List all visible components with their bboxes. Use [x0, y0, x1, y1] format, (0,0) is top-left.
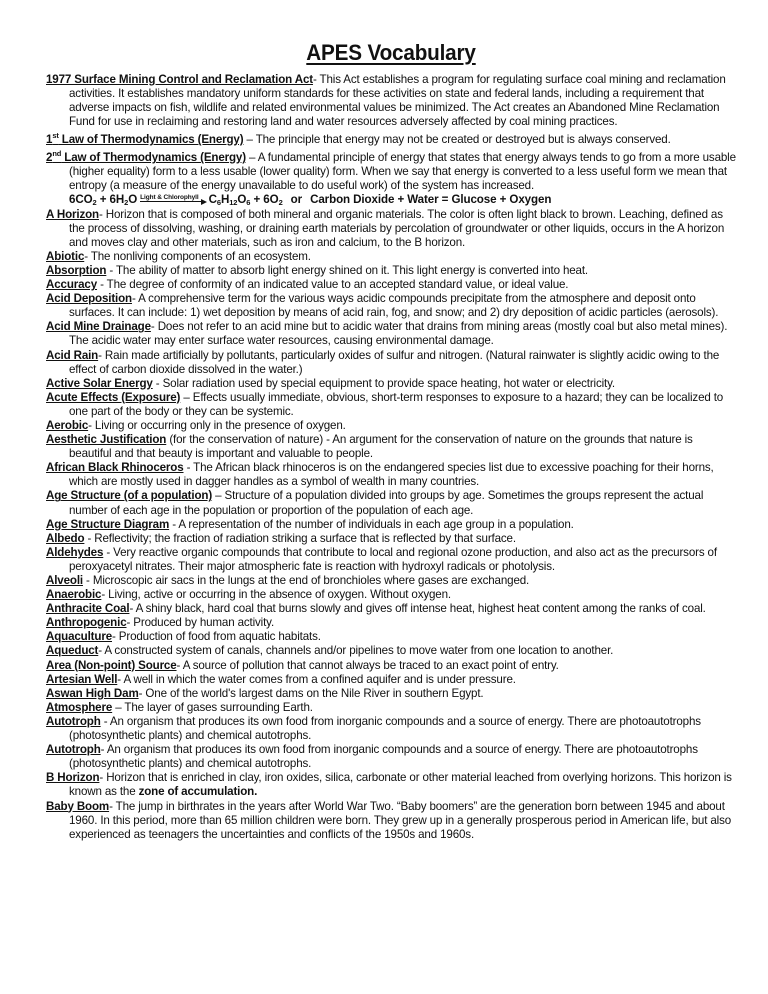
vocab-entry-abiotic: Abiotic- The nonliving components of an ecosystem.	[46, 249, 311, 263]
vocab-term: Aesthetic Justification	[46, 433, 167, 447]
vocab-entry-area-source: Area (Non-point) Source- A source of pollution that cannot always be traced to an exact point of entry.	[46, 658, 559, 672]
vocab-entry-artesian-well: Artesian Well- A well in which the water comes from a confined aquifer and is under pressure.	[46, 672, 516, 686]
vocab-definition: Horizon that is composed of both mineral and organic materials. The color is often light black to brown. Leaching, defined as the process of dissolving, washing, or draining earth materials by percolation of groundwater or other liquids, occurs in the A horizon and moves clay and other materials, such as iron and calcium, to the B horizon.	[69, 207, 725, 249]
vocab-entry-autotroph-duplicate: Autotroph- An organism that produces its own food from inorganic compounds and a source of energy. There are photoautotrophs (photosynthetic plants) and chemical autotrophs.	[46, 743, 698, 771]
equation-words: Carbon Dioxide + Water = Glucose + Oxygen	[310, 193, 552, 207]
vocab-definition: A well in which the water comes from a confined aquifer and is under pressure.	[123, 672, 516, 686]
vocab-entry-second-law: 2nd Law of Thermodynamics (Energy) – A fundamental principle of energy that states that energy always tends to go from a more usable (higher equality) form to a less usable (lower quality) form. When we say that energy is converted to a less useful form we mean that entropy (a measure of the energy unavailable to do useful work) of the system has increased.	[46, 149, 736, 193]
vocab-term: Anaerobic	[46, 588, 102, 602]
vocab-definition: This Act establishes a program for regulating surface coal mining and reclamation activities. It establishes mandatory uniform standards for these activities on state and federal lands, including a requirement that adverse impacts on fish, wildlife and related environmental values be minimized. The Act creates an Abandoned Mine Reclamation Fund for use in reclaiming and restoring land and water resources adversely affected by coal mining practices.	[69, 73, 726, 129]
vocab-term: B Horizon	[46, 771, 100, 785]
vocab-definition: An organism that produces its own food from inorganic compounds and a source of energy. There are photoautotrophs (photosynthetic plants) and chemical autotrophs.	[69, 743, 698, 771]
vocab-definition: The ability of matter to absorb light energy shined on it. This light energy is converted into heat.	[115, 263, 588, 277]
vocab-definition: Living, active or occurring in the absence of oxygen. Without oxygen.	[108, 588, 451, 602]
vocab-term: Baby Boom	[46, 799, 110, 813]
document-page	[46, 38, 736, 842]
vocab-definition-emphasis: zone of accumulation.	[138, 785, 258, 799]
vocab-term: 1st Law of Thermodynamics (Energy)	[46, 131, 244, 147]
vocab-term: Albedo	[46, 531, 85, 545]
vocab-entry-aldehydes: Aldehydes - Very reactive organic compounds that contribute to local and regional ozone production, and also act as the precursors of peroxyacetyl nitrates. Their major atmospheric fate is reaction with hydroxyl radicals or photolysis.	[46, 545, 717, 573]
vocab-term: Autotroph	[46, 714, 101, 728]
vocab-entry-aquaculture: Aquaculture- Production of food from aquatic habitats.	[46, 630, 321, 644]
vocab-entry-atmosphere: Atmosphere – The layer of gases surrounding Earth.	[46, 700, 313, 714]
reaction-arrow-icon: Light & Chlorophyll	[140, 194, 204, 202]
vocab-definition: The nonliving components of an ecosystem.	[90, 249, 311, 263]
vocab-definition: Very reactive organic compounds that contribute to local and regional ozone production, and also act as the precursors of peroxyacetyl nitrates. Their major atmospheric fate is reaction with hydroxyl radicals or photolysis.	[69, 545, 717, 573]
vocab-definition: Effects usually immediate, obvious, short-term responses to exposure to a hazard; they can be localized to one part of the body or they can be systemic.	[69, 390, 724, 418]
vocab-definition: Rain made artificially by pollutants, particularly oxides of sulfur and nitrogen. (Natural rainwater is slightly acidic owing to the effect of carbon dioxide dissolved in the water.)	[69, 348, 720, 376]
vocab-definition: Microscopic air sacs in the lungs at the end of bronchioles where gases are exchanged.	[92, 574, 530, 587]
vocab-entry-active-solar-energy: Active Solar Energy - Solar radiation used by special equipment to provide space heating, hot water or electricity.	[46, 376, 615, 390]
vocab-definition: A source of pollution that cannot always be traced to an exact point of entry.	[182, 658, 559, 672]
vocab-term: Age Structure (of a population)	[46, 489, 213, 503]
vocab-definition: A shiny black, hard coal that burns slowly and gives off intense heat, highest heat content among the ranks of coal.	[135, 602, 706, 616]
vocab-entry-autotroph: Autotroph - An organism that produces its own food from inorganic compounds and a source of energy. There are photoautotrophs (photosynthetic plants) and chemical autotrophs.	[46, 714, 701, 743]
vocab-entry-age-structure-diagram: Age Structure Diagram - A representation of the number of individuals in each age group in a population.	[46, 517, 574, 531]
vocab-definition: Structure of a population divided into groups by age. Sometimes the groups represent the actual number of each age in the population or proportion of the population of each age.	[69, 489, 704, 517]
vocab-definition: Does not refer to an acid mine but to acidic water that drains from mining areas (mostly coal but also metal mines). The acidic water may enter surface water resources, causing environmental damage.	[69, 320, 728, 348]
vocab-term: Acute Effects (Exposure)	[46, 390, 181, 404]
vocab-definition: Produced by human activity.	[133, 616, 275, 630]
vocab-definition: An organism that produces its own food from inorganic compounds and a source of energy. There are photoautotrophs (photosynthetic plants) and chemical autotrophs.	[69, 714, 701, 743]
vocab-definition: The principle that energy may not be created or destroyed but is always conserved.	[255, 133, 671, 147]
vocab-term: Absorption	[46, 263, 107, 277]
vocab-term: Abiotic	[46, 249, 85, 263]
vocab-entry-acid-rain: Acid Rain- Rain made artificially by pollutants, particularly oxides of sulfur and nitrogen. (Natural rainwater is slightly acidic owing to the effect of carbon dioxide dissolved in the water.)	[46, 348, 720, 376]
vocab-entry-aswan-high-dam: Aswan High Dam- One of the world's largest dams on the Nile River in southern Egypt.	[46, 686, 484, 700]
vocab-entry-anthropogenic: Anthropogenic- Produced by human activity.	[46, 616, 275, 630]
vocab-entry-aerobic: Aerobic- Living or occurring only in the presence of oxygen.	[46, 418, 346, 432]
vocab-term: African Black Rhinoceros	[46, 461, 184, 475]
vocab-definition: Living or occurring only in the presence of oxygen.	[94, 418, 346, 432]
vocab-term: Active Solar Energy	[46, 376, 153, 390]
vocab-entry-acid-deposition: Acid Deposition- A comprehensive term for the various ways acidic compounds precipitate from the atmosphere and deposit onto surfaces. It can include: 1) wet deposition by means of acid rain, fog, and snow; and 2) dry deposition of acidic particles (aerosols).	[46, 292, 719, 320]
vocab-entry-a-horizon: A Horizon- Horizon that is composed of both mineral and organic materials. The color is often light black to brown. Leaching, defined as the process of dissolving, washing, or draining earth materials by percolation of groundwater or other liquids, occurs in the A horizon and moves clay and other materials, such as iron and calcium, to the B horizon.	[46, 207, 725, 249]
vocab-entry-aqueduct: Aqueduct- A constructed system of canals, channels and/or pipelines to move water from one location to another.	[46, 644, 614, 658]
vocab-entry-accuracy: Accuracy - The degree of conformity of an indicated value to an accepted standard value, or ideal value.	[46, 278, 569, 292]
vocab-term: Aldehydes	[46, 545, 104, 559]
vocab-definition: Solar radiation used by special equipment to provide space heating, hot water or electricity.	[162, 376, 615, 390]
vocab-term: Accuracy	[46, 278, 98, 292]
vocab-term: Area (Non-point) Source	[46, 658, 177, 672]
vocab-entry-acid-mine-drainage: Acid Mine Drainage- Does not refer to an acid mine but to acidic water that drains from mining areas (mostly coal but also metal mines). The acidic water may enter surface water resources, causing environmental damage.	[46, 320, 728, 348]
vocab-entry-baby-boom: Baby Boom- The jump in birthrates in the years after World War Two. “Baby boomers” are the generation born between 1945 and about 1960. In this period, more than 65 million children were born. They grew up in a generally prosperous period in American life, but also experienced as teenagers the uncertainties and conflicts of the 1950s and 1960s.	[46, 799, 732, 841]
vocab-definition: Production of food from aquatic habitats.	[118, 630, 321, 644]
vocab-term: A Horizon	[46, 207, 99, 221]
vocab-definition: A constructed system of canals, channels and/or pipelines to move water from one location to another.	[104, 644, 614, 658]
vocab-definition: A representation of the number of individuals in each age group in a population.	[178, 517, 574, 531]
vocab-term: Aerobic	[46, 418, 89, 432]
vocab-entry-aesthetic-justification	[46, 433, 736, 461]
vocab-term: Age Structure Diagram	[46, 517, 170, 531]
vocab-entry-b-horizon: B Horizon- Horizon that is enriched in clay, iron oxides, silica, carbonate or other material leached from overlying horizons. This horizon is known as the zone of accumulation.	[46, 771, 732, 799]
vocab-term: Atmosphere	[46, 700, 113, 714]
vocab-definition: (for the conservation of nature) - An argument for the conservation of nature on the grounds that nature is beautiful and that beauty is important and valuable to people.	[69, 433, 693, 461]
vocab-entry-age-structure: Age Structure (of a population) – Structure of a population divided into groups by age. Sometimes the groups represent the actual number of each age in the population or proportion of the population of each age.	[46, 489, 704, 517]
vocab-term: Acid Rain	[46, 348, 99, 362]
vocab-definition: The African black rhinoceros is on the endangered species list due to excessive poaching for their horns, which are mostly used in dagger handles as a symbol of wealth in many countries.	[69, 461, 714, 489]
vocab-term: Acid Deposition	[46, 292, 132, 306]
vocab-term: Anthropogenic	[46, 616, 127, 630]
vocab-term: Aqueduct	[46, 644, 99, 658]
vocab-definition: A fundamental principle of energy that states that energy always tends to go from a more usable (higher equality) form to a less usable (lower quality) form. When we say that energy is converted to a less useful form we mean that entropy (a measure of the energy unavailable to do useful work) of the system has increased.	[69, 151, 736, 193]
vocab-definition: The degree of conformity of an indicated value to an accepted standard value, or ideal value.	[106, 278, 569, 292]
vocab-entry-albedo: Albedo - Reflectivity; the fraction of radiation striking a surface that is reflected by that surface.	[46, 531, 516, 545]
vocab-term: Aquaculture	[46, 630, 112, 644]
vocab-entry-acute-effects: Acute Effects (Exposure) – Effects usually immediate, obvious, short-term responses to exposure to a hazard; they can be localized to one part of the body or they can be systemic.	[46, 390, 724, 418]
vocab-term: Autotroph	[46, 743, 101, 757]
vocab-definition: The jump in birthrates in the years after World War Two. “Baby boomers” are the generation born between 1945 and about 1960. In this period, more than 65 million children were born. They grew up in a generally prosperous period in American life, but also experienced as teenagers the uncertainties and conflicts of the 1950s and 1960s.	[69, 799, 732, 841]
vocab-term: Artesian Well	[46, 672, 118, 686]
vocab-definition: Horizon that is enriched in clay, iron oxides, silica, carbonate or other material leached from overlying horizons. This horizon is known as the	[69, 771, 732, 799]
vocab-entry-absorption: Absorption - The ability of matter to absorb light energy shined on it. This light energy is converted into heat.	[46, 263, 588, 277]
vocab-entry-alveoli: Alveoli - Microscopic air sacs in the lungs at the end of bronchioles where gases are exchanged.	[46, 574, 530, 587]
vocab-term: 2nd Law of Thermodynamics (Energy)	[46, 149, 246, 165]
vocab-term: Aswan High Dam	[46, 686, 139, 700]
vocab-definition: Reflectivity; the fraction of radiation striking a surface that is reflected by that surface.	[94, 531, 516, 545]
vocab-term: 1977 Surface Mining Control and Reclamation Act	[46, 73, 313, 86]
vocab-entry-anthracite-coal: Anthracite Coal- A shiny black, hard coal that burns slowly and gives off intense heat, highest heat content among the ranks of coal.	[46, 602, 706, 616]
vocab-entry-african-black-rhinoceros: African Black Rhinoceros - The African black rhinoceros is on the endangered species list due to excessive poaching for their horns, which are mostly used in dagger handles as a symbol of wealth in many countries.	[46, 461, 714, 489]
vocab-definition: The layer of gases surrounding Earth.	[124, 700, 313, 714]
vocab-entry-surface-mining-act: 1977 Surface Mining Control and Reclamation Act- This Act establishes a program for regulating surface coal mining and reclamation activities. It establishes mandatory uniform standards for these activities on state and federal lands, including a requirement that adverse impacts on fish, wildlife and related environmental values be minimized. The Act creates an Abandoned Mine Reclamation Fund for use in reclaiming and restoring land and water resources adversely affected by coal mining practices.	[46, 73, 726, 129]
vocab-entry-anaerobic: Anaerobic- Living, active or occurring in the absence of oxygen. Without oxygen.	[46, 588, 451, 602]
vocab-definition: One of the world's largest dams on the Nile River in southern Egypt.	[145, 686, 484, 700]
photosynthesis-equation: $6CO_2 + 6H_2O$ Light & Chlorophyll $C_6H_{12}O_6 + 6O_2$ or Carbon Dioxide + Water = Glucose + Oxygen	[69, 193, 552, 208]
vocab-definition: A comprehensive term for the various ways acidic compounds precipitate from the atmosphere and deposit onto surfaces. It can include: 1) wet deposition by means of acid rain, fog, and snow; and 2) dry deposition of acidic particles (aerosols).	[69, 292, 719, 320]
vocab-term: Alveoli	[46, 574, 83, 587]
vocab-entry-first-law: 1st Law of Thermodynamics (Energy) – The principle that energy may not be created or destroyed but is always conserved.	[46, 131, 671, 147]
vocab-term: Anthracite Coal	[46, 602, 130, 616]
vocab-term: Acid Mine Drainage	[46, 320, 151, 334]
page-title: APES Vocabulary	[306, 40, 476, 65]
